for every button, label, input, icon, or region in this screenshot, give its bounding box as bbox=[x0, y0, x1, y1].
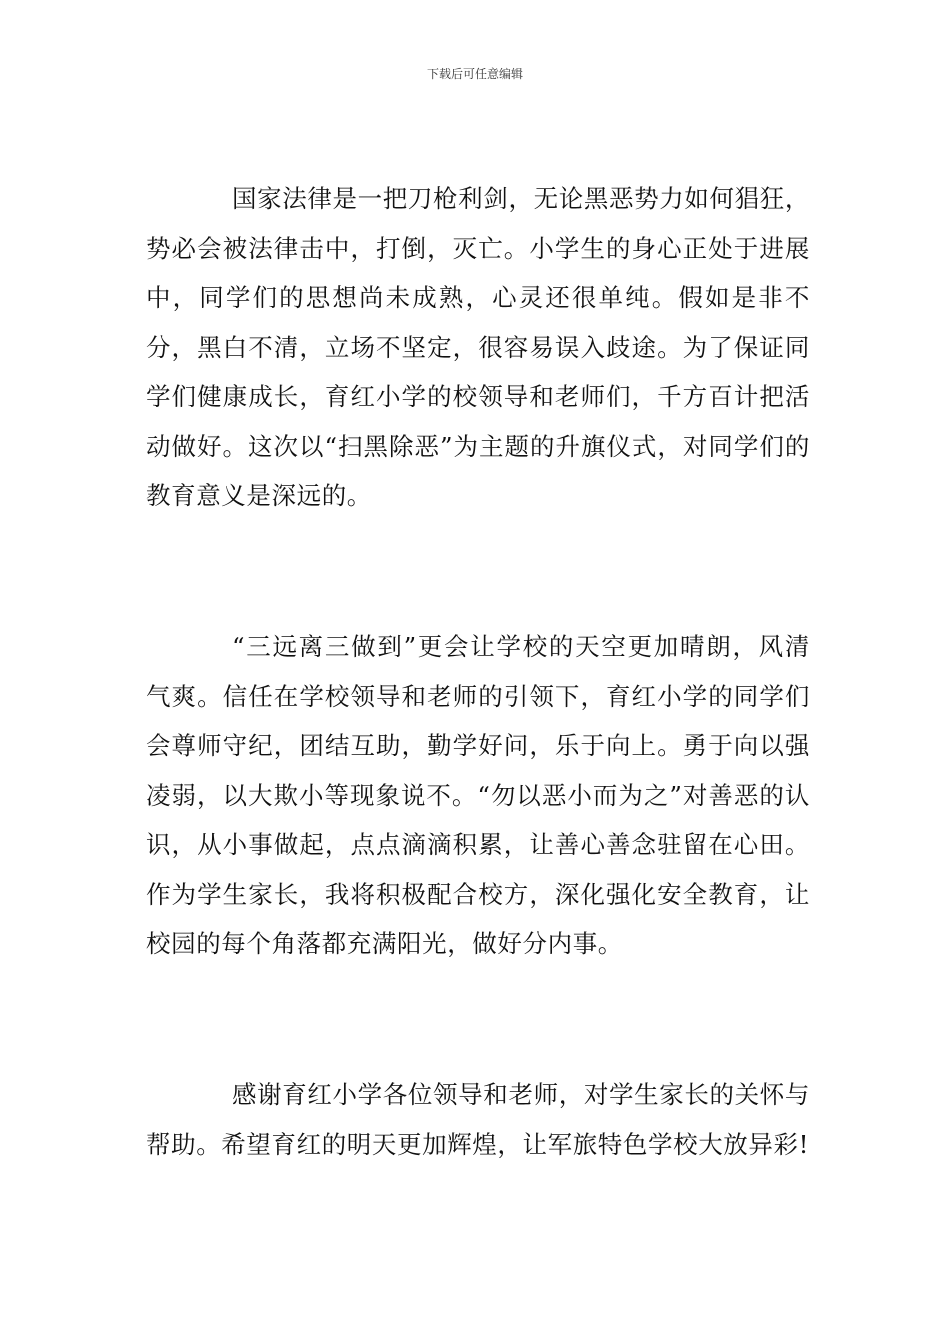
body-paragraph-2: “三远离三做到”更会让学校的天空更加晴朗，风清气爽。信任在学校领导和老师的引领下，育红小学的同学们会尊师守纪，团结互助，勤学好问，乐于向上。勇于向以强凌弱，以大欺小等现象说不。“勿以恶小而为之”对善恶的认识，从小事做起，点点滴滴积累，让善心善念驻留在心田。作为学生家长，我将积极配合校方，深化强化安全教育，让校园的每个角落都充满阳光，做好分内事。 bbox=[146, 632, 810, 958]
body-paragraph-1: 国家法律是一把刀枪利剑，无论黑恶势力如何猖狂，势必会被法律击中，打倒，灭亡。小学生的身心正处于进展中，同学们的思想尚未成熟，心灵还很单纯。假如是非不分，黑白不清，立场不坚定，很容易误入歧途。为了保证同学们健康成长，育红小学的校领导和老师们，千方百计把活动做好。这次以“扫黑除恶”为主题的升旗仪式，对同学们的教育意义是深远的。 bbox=[146, 184, 810, 510]
header-note: 下载后可任意编辑 bbox=[426, 67, 523, 81]
body-paragraph-3: 感谢育红小学各位领导和老师，对学生家长的关怀与帮助。希望育红的明天更加辉煌，让军旅特色学校大放异彩! bbox=[146, 1080, 810, 1159]
